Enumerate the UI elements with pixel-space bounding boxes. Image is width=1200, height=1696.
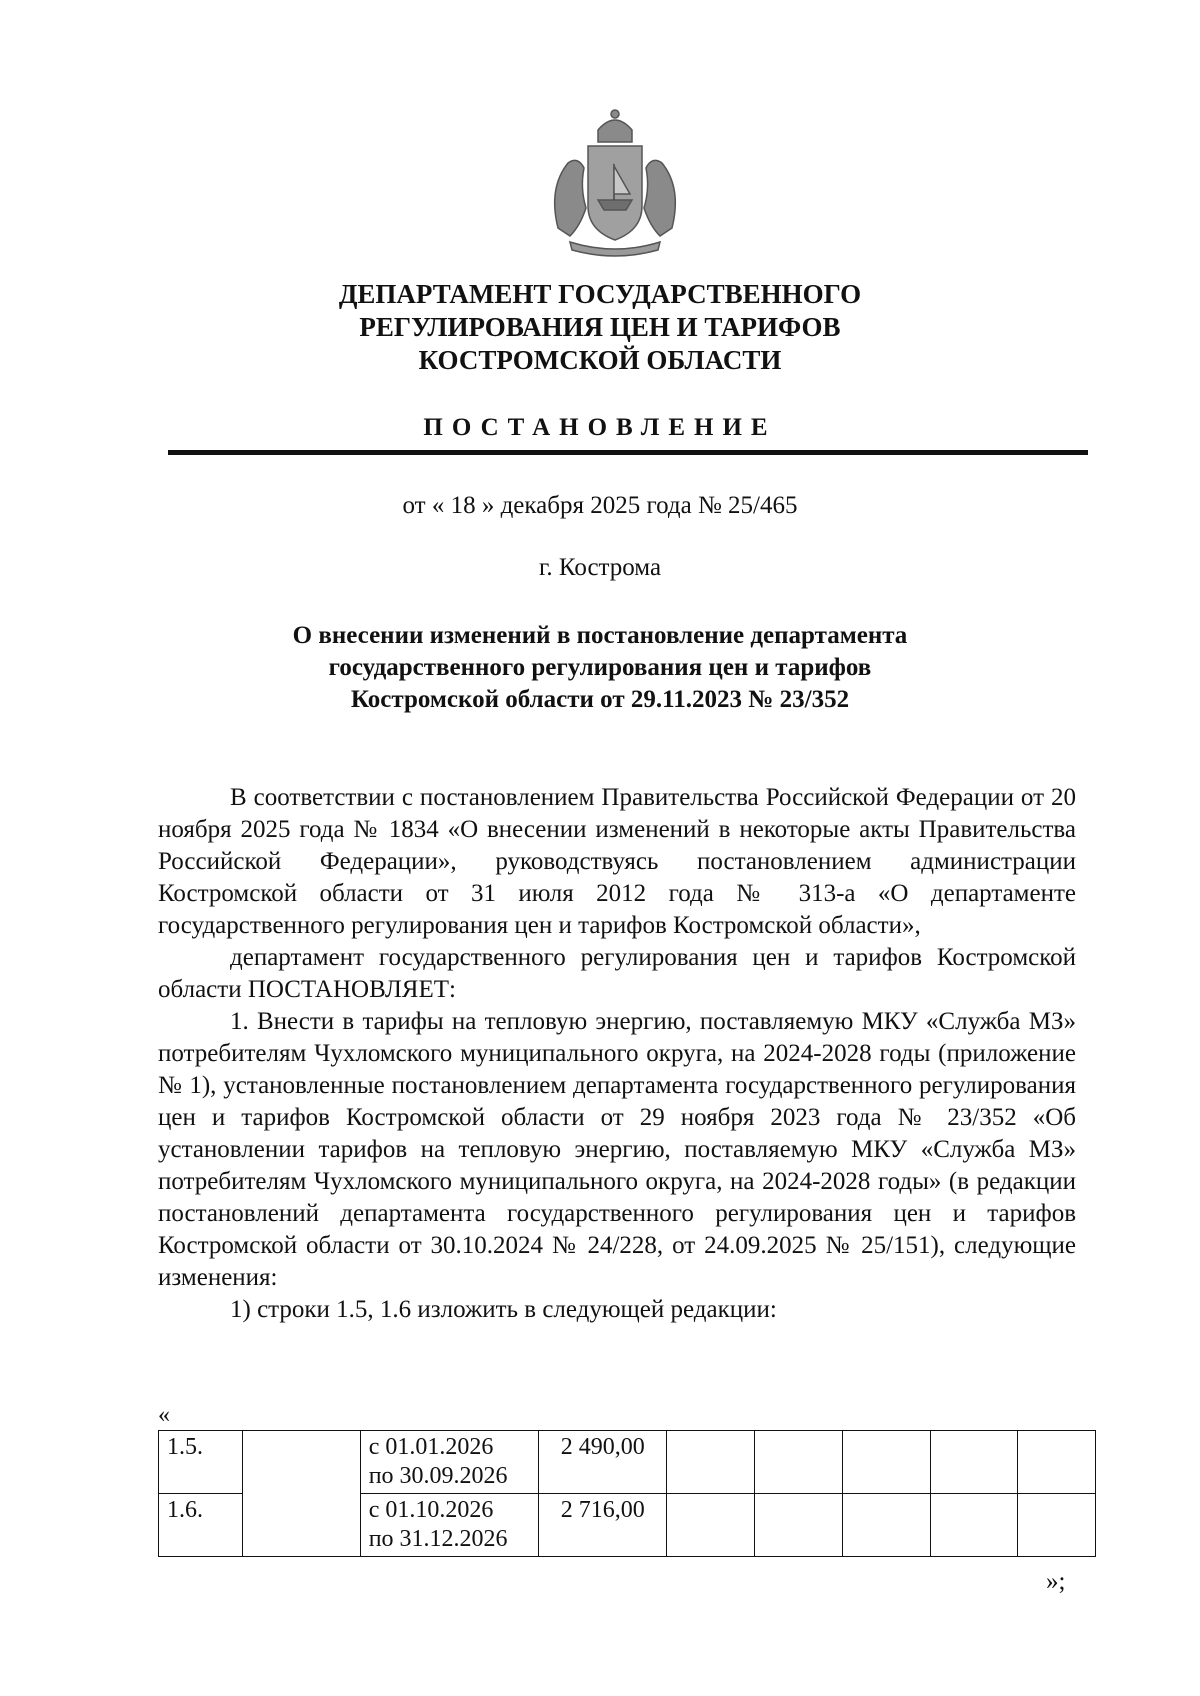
period-to: по 31.12.2026 — [368, 1526, 508, 1552]
title-line-1: О внесении изменений в постановление департамента — [292, 622, 908, 649]
period-to: по 30.09.2026 — [368, 1463, 508, 1489]
empty-cell — [842, 1431, 930, 1494]
document-date-number: от « 18 » декабря 2025 года № 25/465 — [402, 492, 798, 519]
title-line-2: государственного регулирования цен и тарифов — [328, 654, 872, 681]
empty-cell — [930, 1431, 1018, 1494]
coat-of-arms-icon — [540, 108, 690, 258]
row-number: 1.5. — [159, 1431, 243, 1494]
quote-close-mark: »; — [1046, 1568, 1066, 1595]
document-city: г. Кострома — [538, 554, 662, 581]
period-cell — [360, 1494, 539, 1557]
empty-cell — [1018, 1431, 1096, 1494]
title-line-3: Костромской области от 29.11.2023 № 23/352 — [350, 686, 850, 713]
org-line-3: КОСТРОМСКОЙ ОБЛАСТИ — [418, 345, 782, 375]
empty-cell — [842, 1494, 930, 1557]
empty-cell — [755, 1431, 843, 1494]
period-cell — [360, 1431, 539, 1494]
merged-empty-cell — [242, 1431, 360, 1557]
organization-name — [0, 278, 1200, 377]
document-title — [0, 620, 1200, 716]
table-row — [159, 1431, 1096, 1494]
paragraph-subitem-1: 1) строки 1.5, 1.6 изложить в следующей редакции: — [230, 1296, 777, 1323]
paragraph-item-1: 1. Внести в тарифы на тепловую энергию, поставляемую МКУ «Служба МЗ» потребителям Чухломского муниципального округа, на 2024-2028 годы (приложение № 1), установленные постановлением департамента государственного регулирования цен и тарифов Костромской области от 29 ноября 2023 года № 23/352 «Об установлении тарифов на тепловую энергию, поставляемую МКУ «Служба МЗ» потребителям Чухломского муниципального округа, на 2024-2028 годы» (в редакции постановлений департамента государственного регулирования цен и тарифов Костромской области от 30.10.2024 № 24/228, от 24.09.2025 № 25/151), следующие изменения: — [158, 1008, 1076, 1291]
empty-cell — [755, 1494, 843, 1557]
period-from: с 01.10.2026 — [368, 1497, 494, 1523]
tariff-table — [158, 1430, 1096, 1557]
period-from: с 01.01.2026 — [368, 1434, 494, 1460]
org-line-2: РЕГУЛИРОВАНИЯ ЦЕН И ТАРИФОВ — [359, 312, 841, 342]
empty-cell — [1018, 1494, 1096, 1557]
org-line-1: ДЕПАРТАМЕНТ ГОСУДАРСТВЕННОГО — [338, 279, 862, 309]
empty-cell — [667, 1431, 755, 1494]
empty-cell — [667, 1494, 755, 1557]
document-type: ПОСТАНОВЛЕНИЕ — [423, 414, 777, 441]
tariff-value: 2 716,00 — [539, 1494, 667, 1557]
document-body — [158, 782, 1076, 1326]
paragraph-decree: департамент государственного регулирования цен и тарифов Костромской области ПОСТАНОВЛЯЕТ: — [158, 944, 1076, 1003]
tariff-value: 2 490,00 — [539, 1431, 667, 1494]
paragraph-preamble: В соответствии с постановлением Правительства Российской Федерации от 20 ноября 2025 года № 1834 «О внесении изменений в некоторые акты Правительства Российской Федерации», руководствуясь постановлением администрации Костромской области от 31 июля 2012 года № 313-а «О департаменте государственного регулирования цен и тарифов Костромской области», — [158, 784, 1076, 939]
row-number: 1.6. — [159, 1494, 243, 1557]
quote-open-mark: « — [158, 1402, 170, 1428]
header-divider — [168, 450, 1088, 455]
empty-cell — [930, 1494, 1018, 1557]
